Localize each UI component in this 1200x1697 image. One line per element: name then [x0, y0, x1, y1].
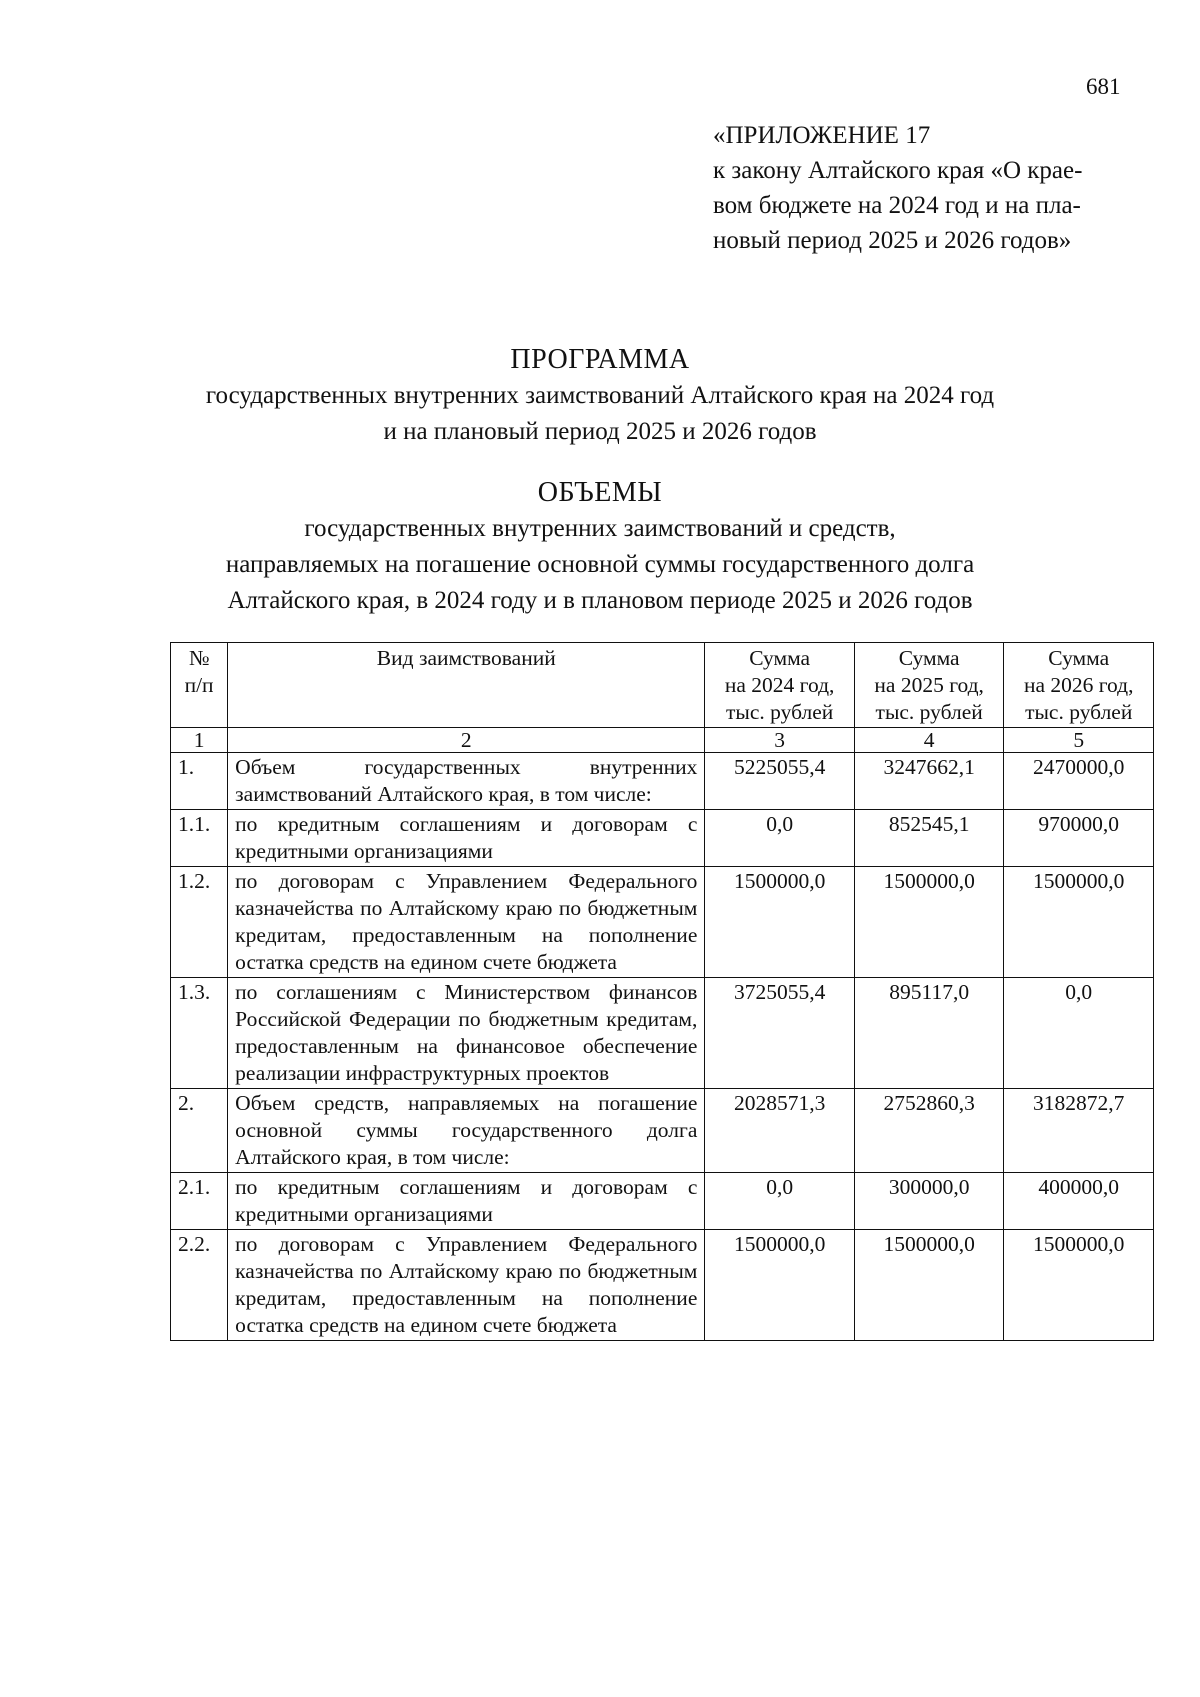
- program-title: ПРОГРАММА: [510, 344, 690, 375]
- row-borrowing-type: по кредитным соглашениям и договорам с кредитными организациями: [228, 810, 705, 867]
- header-line: Вид заимствований: [376, 646, 556, 670]
- row-sum-2026: 3182872,7: [1004, 1089, 1154, 1173]
- row-sum-2024: 0,0: [705, 1173, 855, 1230]
- volumes-subtitle-line: направляемых на погашение основной суммы государственного долга: [225, 551, 975, 578]
- header-line: Сумма: [1048, 646, 1110, 670]
- volumes-subtitle-line: Алтайского края, в 2024 году и в плановом периоде 2025 и 2026 годов: [227, 587, 973, 614]
- appendix-line: к закону Алтайского края «О крае-: [713, 157, 1083, 184]
- column-index: 2: [228, 728, 705, 753]
- borrowings-table: [170, 642, 1154, 1341]
- table-row: [171, 753, 1154, 810]
- row-number: 1.1.: [171, 810, 228, 867]
- header-line: на 2024 год,: [724, 673, 835, 697]
- header-line: тыс. рублей: [1025, 700, 1133, 724]
- row-sum-2026: 1500000,0: [1004, 867, 1154, 978]
- header-line: Сумма: [749, 646, 811, 670]
- row-number: 1.2.: [171, 867, 228, 978]
- table-row: [171, 1173, 1154, 1230]
- column-index: 4: [854, 728, 1004, 753]
- column-index: 1: [171, 728, 228, 753]
- appendix-header: [713, 118, 1082, 258]
- header-line: тыс. рублей: [726, 700, 834, 724]
- row-sum-2025: 1500000,0: [854, 1230, 1004, 1341]
- row-sum-2025: 1500000,0: [854, 867, 1004, 978]
- row-sum-2024: 1500000,0: [705, 1230, 855, 1341]
- program-subtitle: [0, 378, 1200, 450]
- row-sum-2025: 300000,0: [854, 1173, 1004, 1230]
- table-row: [171, 978, 1154, 1089]
- row-sum-2024: 0,0: [705, 810, 855, 867]
- header-line: на 2025 год,: [874, 673, 984, 697]
- table-row: [171, 810, 1154, 867]
- row-number: 2.2.: [171, 1230, 228, 1341]
- row-borrowing-type: по договорам с Управлением Федерального казначейства по Алтайскому краю по бюджетным кредитам, предоставленным на пополнение остатка средств на едином счете бюджета: [228, 867, 705, 978]
- page-number: 681: [1086, 74, 1121, 99]
- row-number: 1.3.: [171, 978, 228, 1089]
- table-header-row: [171, 643, 1154, 728]
- row-sum-2024: 1500000,0: [705, 867, 855, 978]
- volumes-title: ОБЪЕМЫ: [537, 477, 663, 508]
- row-number: 1.: [171, 753, 228, 810]
- table-row: [171, 1230, 1154, 1341]
- header-borrowing-type: [228, 643, 705, 728]
- row-sum-2024: 3725055,4: [705, 978, 855, 1089]
- header-line: Сумма: [898, 646, 960, 670]
- column-index: 3: [705, 728, 855, 753]
- header-sum-2024: [705, 643, 855, 728]
- header-line: №: [188, 646, 210, 670]
- header-number: [171, 643, 228, 728]
- program-subtitle-line: и на плановый период 2025 и 2026 годов: [383, 418, 817, 445]
- row-borrowing-type: по кредитным соглашениям и договорам с кредитными организациями: [228, 1173, 705, 1230]
- header-sum-2025: [854, 643, 1004, 728]
- row-borrowing-type: Объем средств, направляемых на погашение основной суммы государственного долга Алтайского края, в том числе:: [228, 1089, 705, 1173]
- volumes-subtitle: [0, 511, 1200, 619]
- row-sum-2026: 0,0: [1004, 978, 1154, 1089]
- row-sum-2026: 400000,0: [1004, 1173, 1154, 1230]
- column-index: 5: [1004, 728, 1154, 753]
- volumes-subtitle-line: государственных внутренних заимствований и средств,: [304, 515, 896, 542]
- table-row: [171, 1089, 1154, 1173]
- row-number: 2.: [171, 1089, 228, 1173]
- row-sum-2024: 2028571,3: [705, 1089, 855, 1173]
- header-sum-2026: [1004, 643, 1154, 728]
- header-line: п/п: [184, 673, 214, 697]
- row-sum-2026: 1500000,0: [1004, 1230, 1154, 1341]
- row-borrowing-type: Объем государственных внутренних заимствований Алтайского края, в том числе:: [228, 753, 705, 810]
- row-borrowing-type: по договорам с Управлением Федерального казначейства по Алтайскому краю по бюджетным кредитам, предоставленным на пополнение остатка средств на едином счете бюджета: [228, 1230, 705, 1341]
- row-sum-2024: 5225055,4: [705, 753, 855, 810]
- row-number: 2.1.: [171, 1173, 228, 1230]
- row-sum-2025: 2752860,3: [854, 1089, 1004, 1173]
- row-sum-2026: 2470000,0: [1004, 753, 1154, 810]
- appendix-line: вом бюджете на 2024 год и на пла-: [713, 192, 1081, 219]
- appendix-line: «ПРИЛОЖЕНИЕ 17: [713, 122, 931, 149]
- row-sum-2025: 852545,1: [854, 810, 1004, 867]
- row-sum-2025: 3247662,1: [854, 753, 1004, 810]
- table-row: [171, 867, 1154, 978]
- row-sum-2026: 970000,0: [1004, 810, 1154, 867]
- column-index-row: [171, 728, 1154, 753]
- program-subtitle-line: государственных внутренних заимствований Алтайского края на 2024 год: [205, 382, 995, 409]
- row-sum-2025: 895117,0: [854, 978, 1004, 1089]
- header-line: тыс. рублей: [875, 700, 983, 724]
- row-borrowing-type: по соглашениям с Министерством финансов Российской Федерации по бюджетным кредитам, предоставленным на финансовое обеспечение реализации инфраструктурных проектов: [228, 978, 705, 1089]
- header-line: на 2026 год,: [1023, 673, 1134, 697]
- appendix-line: новый период 2025 и 2026 годов»: [713, 227, 1072, 254]
